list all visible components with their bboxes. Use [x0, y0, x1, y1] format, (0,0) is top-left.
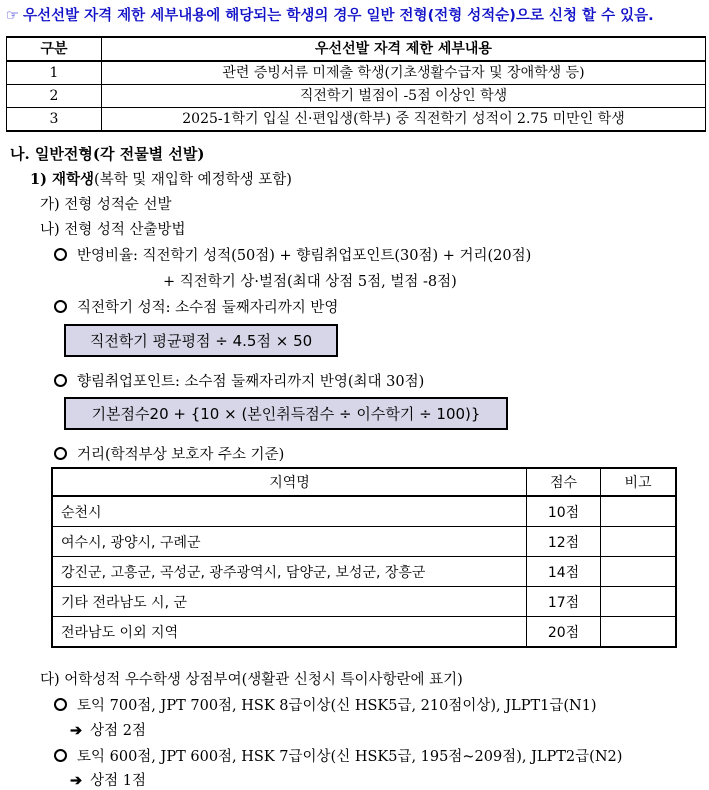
note-cell [601, 527, 677, 557]
score-cell: 20점 [527, 617, 601, 648]
region-cell: 기타 전라남도 시, 군 [52, 587, 527, 617]
language-tier-2-text: 토익 600점, JPT 600점, HSK 7급이상(신 HSK5급, 195점~209점), JLPT2급(N2) [77, 749, 623, 765]
table-row [7, 108, 706, 132]
score-cell: 10점 [527, 496, 601, 527]
bonus-2-text: 상점 2점 [90, 723, 147, 739]
calc-method-heading: 나) 전형 성적 산출방법 [40, 222, 186, 238]
ratio-line-2: + 직전학기 상·벌점(최대 상점 5점, 벌점 -8점) [163, 274, 457, 290]
table-header-row [52, 468, 676, 496]
row-detail: 직전학기 벌점이 -5점 이상인 학생 [102, 85, 706, 108]
header-score: 점수 [527, 468, 601, 496]
grade-note-text: 직전학기 성적: 소수점 둘째자리까지 반영 [77, 300, 339, 316]
restriction-table [6, 36, 706, 132]
pointing-hand-icon: ☞ [6, 8, 19, 24]
note-cell [601, 617, 677, 648]
region-cell: 여수시, 광양시, 구례군 [52, 527, 527, 557]
language-tier-1-text: 토익 700점, JPT 700점, HSK 8급이상(신 HSK5급, 210점이상), JLPT1급(N1) [77, 698, 597, 714]
point-note [54, 370, 424, 391]
row-detail: 관련 증빙서류 미제출 학생(기초생활수급자 및 장애학생 등) [102, 61, 706, 85]
selection-rule: 가) 전형 성적순 선발 [40, 197, 172, 213]
distance-note [54, 443, 284, 464]
header-category: 구분 [7, 37, 102, 61]
circle-bullet-icon [54, 374, 67, 387]
circle-bullet-icon [54, 248, 67, 261]
table-row [52, 557, 676, 587]
table-row [52, 587, 676, 617]
circle-bullet-icon [54, 300, 67, 313]
region-cell: 강진군, 고흥군, 곡성군, 광주광역시, 담양군, 보성군, 장흥군 [52, 557, 527, 587]
language-tier-2 [54, 745, 622, 766]
score-cell: 14점 [527, 557, 601, 587]
enrolled-students-sub: (복학 및 재입학 예정학생 포함) [94, 172, 292, 188]
language-tier-1-result [70, 719, 146, 740]
region-cell: 순천시 [52, 496, 527, 527]
table-row [7, 61, 706, 85]
bonus-1-text: 상점 1점 [90, 773, 147, 789]
language-tier-2-result [70, 769, 146, 790]
enrolled-students-title: 1) 재학생 [30, 171, 95, 188]
section-general-heading: 나. 일반전형(각 전물별 선발) [10, 145, 205, 163]
notice-line [6, 4, 654, 25]
note-cell [601, 496, 677, 527]
region-cell: 전라남도 이외 지역 [52, 617, 527, 648]
score-cell: 12점 [527, 527, 601, 557]
table-header-row [7, 37, 706, 61]
row-detail: 2025-1학기 입실 신·편입생(학부) 중 직전학기 성적이 2.75 미만인 학생 [102, 108, 706, 132]
row-number: 3 [7, 108, 102, 132]
table-row [7, 85, 706, 108]
table-row [52, 617, 676, 648]
point-formula-box: 기본점수20 + {10 × (본인취득점수 ÷ 이수학기 ÷ 100)} [64, 397, 508, 430]
notice-text: 우선선발 자격 제한 세부내용에 해당되는 학생의 경우 일반 전형(전형 성적순)으로 신청 할 수 있음. [23, 8, 654, 24]
grade-formula-box: 직전학기 평균평점 ÷ 4.5점 × 50 [64, 324, 338, 357]
grade-note [54, 296, 338, 317]
point-note-text: 향림취업포인트: 소수점 둘째자리까지 반영(최대 30점) [77, 374, 425, 390]
distance-note-text: 거리(학적부상 보호자 주소 기준) [77, 447, 285, 463]
note-cell [601, 557, 677, 587]
note-cell [601, 587, 677, 617]
arrow-right-icon: ➔ [70, 772, 83, 789]
row-number: 1 [7, 61, 102, 85]
ratio-text: 반영비율: 직전학기 성적(50점) + 향림취업포인트(30점) + 거리(20점) [77, 248, 532, 264]
row-number: 2 [7, 85, 102, 108]
table-row [52, 496, 676, 527]
language-tier-1 [54, 694, 597, 715]
distance-table [51, 467, 677, 648]
header-note: 비고 [601, 468, 677, 496]
circle-bullet-icon [54, 698, 67, 711]
table-row [52, 527, 676, 557]
header-region: 지역명 [52, 468, 527, 496]
enrolled-students-heading [30, 168, 292, 189]
header-detail: 우선선발 자격 제한 세부내용 [102, 37, 706, 61]
language-bonus-heading: 다) 어학성적 우수학생 상점부여(생활관 신청시 특이사항란에 표기) [40, 672, 463, 688]
score-cell: 17점 [527, 587, 601, 617]
ratio-line [54, 244, 531, 265]
circle-bullet-icon [54, 749, 67, 762]
circle-bullet-icon [54, 447, 67, 460]
arrow-right-icon: ➔ [70, 722, 83, 739]
